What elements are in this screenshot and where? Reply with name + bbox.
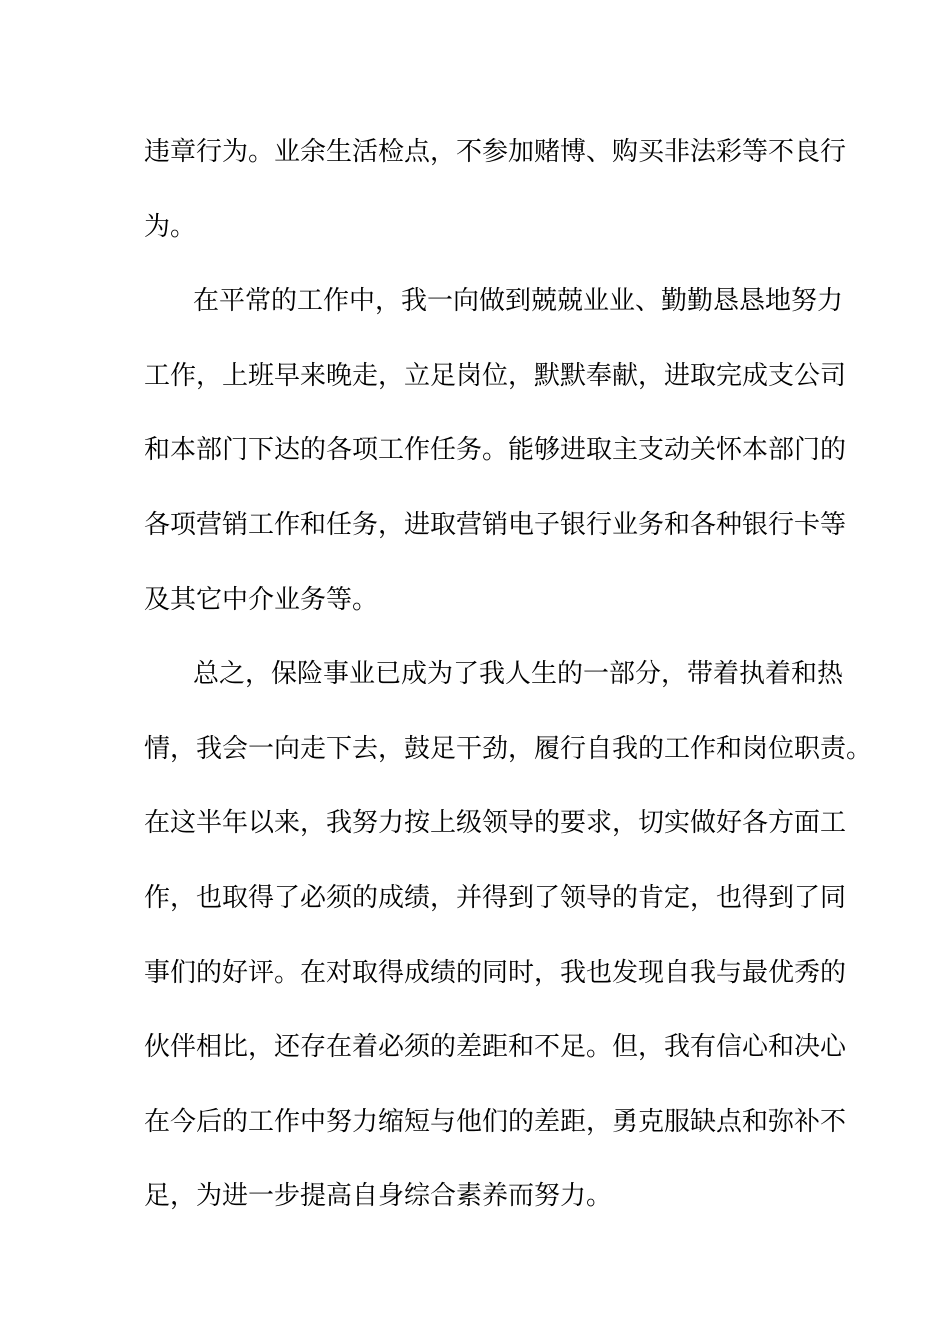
text-line: 情，我会一向走下去，鼓足干劲，履行自我的工作和岗位职责。 (144, 734, 873, 764)
text-line: 违章行为。业余生活检点，不参加赌博、购买非法彩等不良行 (144, 137, 847, 167)
text-line: 作，也取得了必须的成绩，并得到了领导的肯定，也得到了同 (144, 883, 847, 913)
text-line: 在这半年以来，我努力按上级领导的要求，切实做好各方面工 (144, 808, 847, 838)
paragraph-first-line: 总之，保险事业已成为了我人生的一部分，带着执着和热 (193, 659, 844, 689)
text-line: 伙伴相比，还存在着必须的差距和不足。但，我有信心和决心 (144, 1032, 847, 1062)
text-line: 工作，上班早来晚走，立足岗位，默默奉献，进取完成支公司 (144, 361, 847, 391)
text-line: 足，为进一步提高自身综合素养而努力。 (144, 1181, 613, 1211)
paragraph-first-line: 在平常的工作中，我一向做到兢兢业业、勤勤恳恳地努力 (193, 286, 844, 316)
text-line: 及其它中介业务等。 (144, 585, 379, 615)
text-line: 为。 (144, 212, 197, 242)
text-line: 和本部门下达的各项工作任务。能够进取主支动关怀本部门的 (144, 435, 847, 465)
text-line: 各项营销工作和任务，进取营销电子银行业务和各种银行卡等 (144, 510, 847, 540)
text-line: 事们的好评。在对取得成绩的同时，我也发现自我与最优秀的 (144, 958, 847, 988)
text-line: 在今后的工作中努力缩短与他们的差距，勇克服缺点和弥补不 (144, 1107, 847, 1137)
